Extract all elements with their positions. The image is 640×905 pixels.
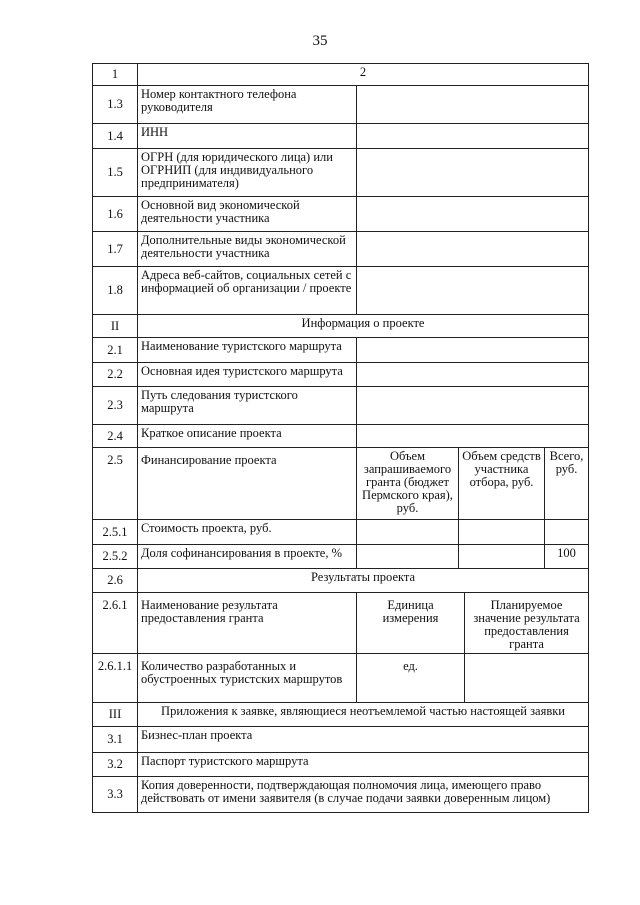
section-title: Информация о проекте: [138, 315, 589, 338]
row-label: Наименование результата предоставления гранта: [138, 593, 357, 654]
row-number: 3.3: [93, 777, 138, 813]
table-row: [93, 753, 589, 777]
row-label: Стоимость проекта, руб.: [138, 520, 357, 545]
page-number: 35: [312, 33, 328, 49]
table-row: [93, 149, 589, 197]
share-total-value: 100: [545, 545, 589, 569]
row-number: 1.5: [93, 149, 138, 197]
share-grant-value: [357, 545, 459, 569]
row-label: ОГРН (для юридического лица) или ОГРНИП (для индивидуального предпринимателя): [138, 149, 357, 197]
row-label: Паспорт туристского маршрута: [138, 753, 589, 777]
row-number: 2.3: [93, 387, 138, 425]
row-label: Основная идея туристского маршрута: [138, 363, 357, 387]
row-value: [357, 425, 589, 448]
cost-grant-value: [357, 520, 459, 545]
table-row: [93, 232, 589, 267]
row-value: [357, 363, 589, 387]
section-title: Приложения к заявке, являющиеся неотъемлемой частью настоящей заявки: [138, 703, 589, 727]
row-label: Дополнительные виды экономической деятельности участника: [138, 232, 357, 267]
row-value: [357, 338, 589, 363]
row-label: Доля софинансирования в проекте, %: [138, 545, 357, 569]
row-label: Наименование туристского маршрута: [138, 338, 357, 363]
table-row: [93, 387, 589, 425]
table-row: [93, 777, 589, 813]
row-label: Номер контактного телефона руководителя: [138, 86, 357, 124]
row-number: 2.5.1: [93, 520, 138, 545]
row-value: [357, 232, 589, 267]
table-row: [93, 338, 589, 363]
table-row: [93, 520, 589, 545]
row-label: Краткое описание проекта: [138, 425, 357, 448]
result-unit-value: ед.: [357, 654, 465, 703]
table-row: [93, 545, 589, 569]
section-number: II: [93, 315, 138, 338]
financing-grant-header: Объем запрашиваемого гранта (бюджет Пермского края), руб.: [357, 448, 459, 520]
financing-own-header: Объем средств участника отбора, руб.: [459, 448, 545, 520]
header-col-1: 1: [93, 64, 138, 86]
row-label: Адреса веб-сайтов, социальных сетей с информацией об организации / проекте: [138, 267, 357, 315]
row-number: 1.8: [93, 267, 138, 315]
section-header: [93, 315, 589, 338]
row-label: Путь следования туристского маршрута: [138, 387, 357, 425]
section-header: [93, 703, 589, 727]
application-form-table: [92, 63, 589, 813]
row-label: ИНН: [138, 124, 357, 149]
row-label: Копия доверенности, подтверждающая полномочия лица, имеющего право действовать от имени заявителя (в случае подачи заявки доверенным лицом): [138, 777, 589, 813]
cost-own-value: [459, 520, 545, 545]
row-value: [357, 387, 589, 425]
row-label: Основной вид экономической деятельности участника: [138, 197, 357, 232]
subsection-header: [93, 569, 589, 593]
row-number: 1.4: [93, 124, 138, 149]
row-number: 2.1: [93, 338, 138, 363]
row-number: 3.1: [93, 727, 138, 753]
row-number: 1.6: [93, 197, 138, 232]
header-col-2: 2: [138, 64, 589, 86]
row-value: [357, 149, 589, 197]
table-row: [93, 197, 589, 232]
table-row: [93, 267, 589, 315]
row-number: 1.3: [93, 86, 138, 124]
row-number: 2.2: [93, 363, 138, 387]
result-planned-value: [465, 654, 589, 703]
row-number: 2.5.2: [93, 545, 138, 569]
result-unit-header: Единица измерения: [357, 593, 465, 654]
cost-total-value: [545, 520, 589, 545]
row-label: Количество разработанных и обустроенных туристских маршрутов: [138, 654, 357, 703]
result-row: [93, 654, 589, 703]
row-value: [357, 197, 589, 232]
subsection-title: Результаты проекта: [138, 569, 589, 593]
row-number: 2.4: [93, 425, 138, 448]
financing-total-header: Всего, руб.: [545, 448, 589, 520]
result-header-row: [93, 593, 589, 654]
row-number: 2.6.1.1: [93, 654, 138, 703]
header-row: [93, 64, 589, 86]
row-label: Бизнес-план проекта: [138, 727, 589, 753]
result-planned-header: Планируемое значение результата предоставления гранта: [465, 593, 589, 654]
table-row: [93, 727, 589, 753]
share-own-value: [459, 545, 545, 569]
financing-row: [93, 448, 589, 520]
table-row: [93, 124, 589, 149]
table-row: [93, 86, 589, 124]
table-row: [93, 425, 589, 448]
row-number: 1.7: [93, 232, 138, 267]
row-value: [357, 124, 589, 149]
row-number: 2.6.1: [93, 593, 138, 654]
row-number: 2.5: [93, 448, 138, 520]
row-value: [357, 86, 589, 124]
row-label: Финансирование проекта: [138, 448, 357, 520]
section-number: III: [93, 703, 138, 727]
row-value: [357, 267, 589, 315]
row-number: 2.6: [93, 569, 138, 593]
table-row: [93, 363, 589, 387]
row-number: 3.2: [93, 753, 138, 777]
